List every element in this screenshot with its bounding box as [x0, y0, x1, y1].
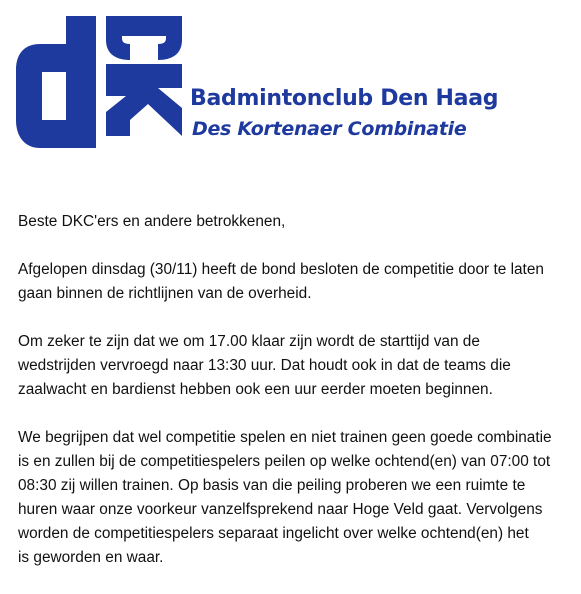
paragraph-line: is en zullen bij de competitiespelers peilen op welke ochtend(en) van 07:00 tot	[18, 453, 551, 470]
paragraph-line: We begrijpen dat wel competitie spelen en niet trainen geen goede combinatie	[18, 429, 552, 446]
club-subtitle: Des Kortenaer Combinatie	[192, 118, 467, 140]
paragraph-line: zaalwacht en bardienst hebben ook een uur eerder moeten beginnen.	[18, 381, 493, 398]
paragraph-training	[18, 426, 578, 570]
club-name: Badmintonclub Den Haag	[190, 86, 499, 111]
paragraph-line: gaan binnen de richtlijnen van de overheid.	[18, 285, 312, 302]
letter-body	[18, 210, 578, 594]
letterhead	[0, 0, 581, 170]
greeting	[18, 210, 578, 234]
paragraph-line: wedstrijden vervroegd naar 13:30 uur. Dat houdt ook in dat de teams die	[18, 357, 511, 374]
paragraph-competition-decision	[18, 258, 578, 306]
logo-letter-k	[106, 64, 182, 136]
logo-letter-c	[106, 16, 182, 60]
paragraph-line: 08:30 zij willen trainen. Op basis van die peiling proberen we een ruimte te	[18, 477, 526, 494]
paragraph-line: worden de competitiespelers separaat ingelicht over welke ochtend(en) het	[18, 525, 529, 542]
paragraph-start-time	[18, 330, 578, 402]
dkc-logo	[8, 8, 183, 148]
paragraph-line: is geworden en waar.	[18, 549, 164, 566]
paragraph-line: huren waar onze voorkeur vanzelfsprekend naar Hoge Veld gaat. Vervolgens	[18, 501, 543, 518]
logo-letter-d	[16, 16, 96, 148]
paragraph-line: Om zeker te zijn dat we om 17.00 klaar zijn wordt de starttijd van de	[18, 333, 480, 350]
greeting-text: Beste DKC'ers en andere betrokkenen,	[18, 213, 286, 230]
paragraph-line: Afgelopen dinsdag (30/11) heeft de bond besloten de competitie door te laten	[18, 261, 544, 278]
